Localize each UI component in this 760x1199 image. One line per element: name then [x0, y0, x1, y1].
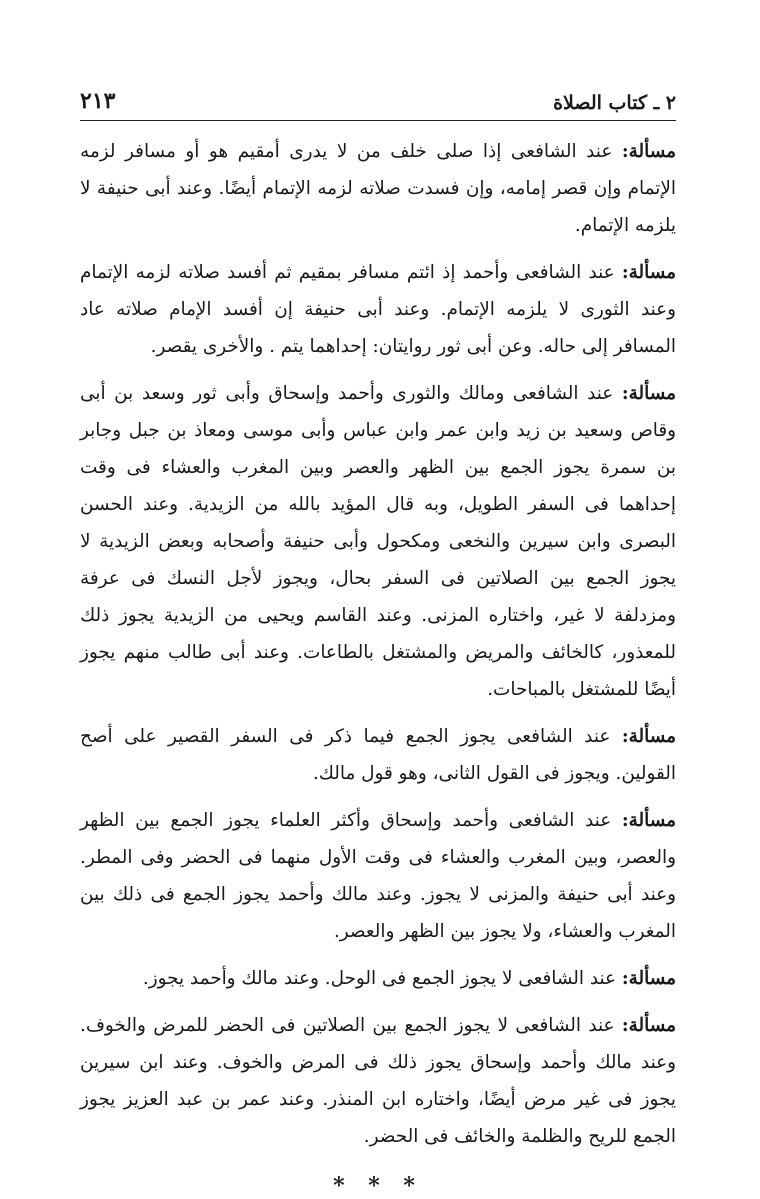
issue-label: مسألة:: [621, 262, 676, 283]
issue-label: مسألة:: [621, 1015, 676, 1036]
issue-text: عند الشافعى ومالك والثورى وأحمد وإسحاق وأبى ثور وسعد بن أبى وقاص وسعيد بن زيد وابن عمر وابن عباس وأبى موسى ومعاذ بن جبل وجابر بن سمرة يجوز الجمع بين الظهر والعصر وبين المغرب والعشاء فى وقت إحداهما فى السفر الطويل، وبه قال المؤيد بالله من الزيدية. وعند الحسن البصرى وابن سيرين والنخعى ومكحول وأبى حنيفة وأصحابه وبعض الزيدية لا يجوز الجمع بين الصلاتين فى السفر بحال، ويجوز لأجل النسك فى عرفة ومزدلفة لا غير، واختاره المزنى. وعند القاسم ويحيى من الزيدية يجوز ذلك للمعذور، كالخائف والمريض والمشتغل بالطاعات. وعند أبى طالب منهم يجوز أيضًا للمشتغل بالمباحات.: [80, 383, 676, 700]
issue-label: مسألة:: [621, 383, 676, 404]
running-head: [80, 88, 676, 121]
issue-text: عند الشافعى لا يجوز الجمع بين الصلاتين فى الحضر للمرض والخوف. وعند مالك وأحمد وإسحاق يجوز ذلك فى المرض والخوف. وعند ابن سيرين يجوز فى غير مرض أيضًا، واختاره ابن المنذر. وعند عمر بن عبد العزيز يجوز الجمع للريح والظلمة والخائف فى الحضر.: [80, 1015, 676, 1147]
issue-label: مسألة:: [621, 810, 676, 831]
issue-paragraph-2: [80, 254, 676, 365]
chapter-title: ٢ ـ كتاب الصلاة: [553, 92, 676, 114]
issue-text: عند الشافعى وأحمد إذ ائتم مسافر بمقيم ثم أفسد صلاته لزمه الإتمام وعند الثورى لا يلزمه الإتمام. وعند أبى حنيفة إن أفسد الإمام صلاته عاد المسافر إلى حاله. وعن أبى ثور روايتان: إحداهما يتم . والأخرى يقصر.: [80, 262, 676, 357]
issue-paragraph-1: [80, 133, 676, 244]
issue-label: مسألة:: [621, 726, 676, 747]
section-end-ornament: * * *: [333, 1173, 423, 1199]
issue-text: عند الشافعى إذا صلى خلف من لا يدرى أمقيم هو أو مسافر لزمه الإتمام وإن قصر إمامه، وإن فسدت صلاته لزمه الإتمام أيضًا. وعند أبى حنيفة لا يلزمه الإتمام.: [80, 141, 676, 236]
issue-label: مسألة:: [621, 141, 676, 162]
issue-paragraph-4: [80, 718, 676, 792]
issue-text: عند الشافعى يجوز الجمع فيما ذكر فى السفر القصير على أصح القولين. ويجوز فى القول الثانى، وهو قول مالك.: [80, 726, 676, 784]
page-number: ٢١٣: [80, 88, 116, 114]
issue-text: عند الشافعى لا يجوز الجمع فى الوحل. وعند مالك وأحمد يجوز.: [142, 968, 622, 989]
issue-paragraph-3: [80, 375, 676, 708]
issue-label: مسألة:: [621, 968, 676, 989]
issue-paragraph-7: [80, 1007, 676, 1155]
issue-paragraph-5: [80, 802, 676, 950]
issue-paragraph-6: [80, 960, 676, 997]
issue-text: عند الشافعى وأحمد وإسحاق وأكثر العلماء يجوز الجمع بين الظهر والعصر، وبين المغرب والعشاء فى وقت الأول منهما فى الحضر وفى المطر. وعند أبى حنيفة والمزنى لا يجوز. وعند مالك وأحمد يجوز الجمع فى ذلك بين المغرب والعشاء، ولا يجوز بين الظهر والعصر.: [80, 810, 676, 942]
